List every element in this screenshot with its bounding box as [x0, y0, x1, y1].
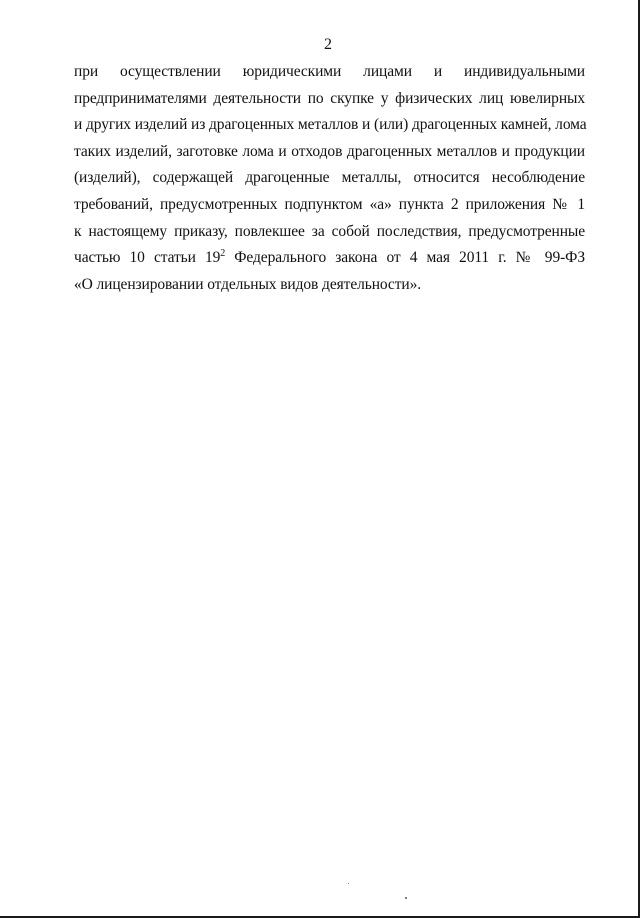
text-line-6: требований, предусмотренных подпунктом «а» пункта 2 приложения № 1 [74, 195, 585, 213]
text-line-7: к настоящему приказу, повлекшее за собой последствия, предусмотренные [74, 222, 585, 240]
text-line-2: предпринимателями деятельности по скупке у физических лиц ювелирных [74, 89, 585, 107]
scan-speck [348, 883, 349, 884]
text-line-5: (изделий), содержащей драгоценные металлы, относится несоблюдение [74, 169, 585, 187]
text-line-1: при осуществлении юридическими лицами и индивидуальными [74, 63, 585, 80]
page-number: 2 [324, 36, 332, 53]
body-text [74, 59, 585, 298]
text-line-8 [74, 245, 585, 272]
text-line-4: таких изделий, заготовке лома и отходов драгоценных металлов и продукции [74, 142, 585, 160]
superscript: 2 [220, 248, 226, 260]
text-line-8-start: частью 10 статьи 19 [74, 249, 221, 267]
text-line-8-end: Федерального закона от 4 мая 2011 г. № 99-ФЗ [225, 249, 585, 267]
scan-speck [405, 897, 407, 899]
text-line-9: «О лицензировании отдельных видов деятельности». [74, 275, 422, 293]
text-line-3: и других изделий из драгоценных металлов и (или) драгоценных камней, лома [74, 116, 587, 134]
